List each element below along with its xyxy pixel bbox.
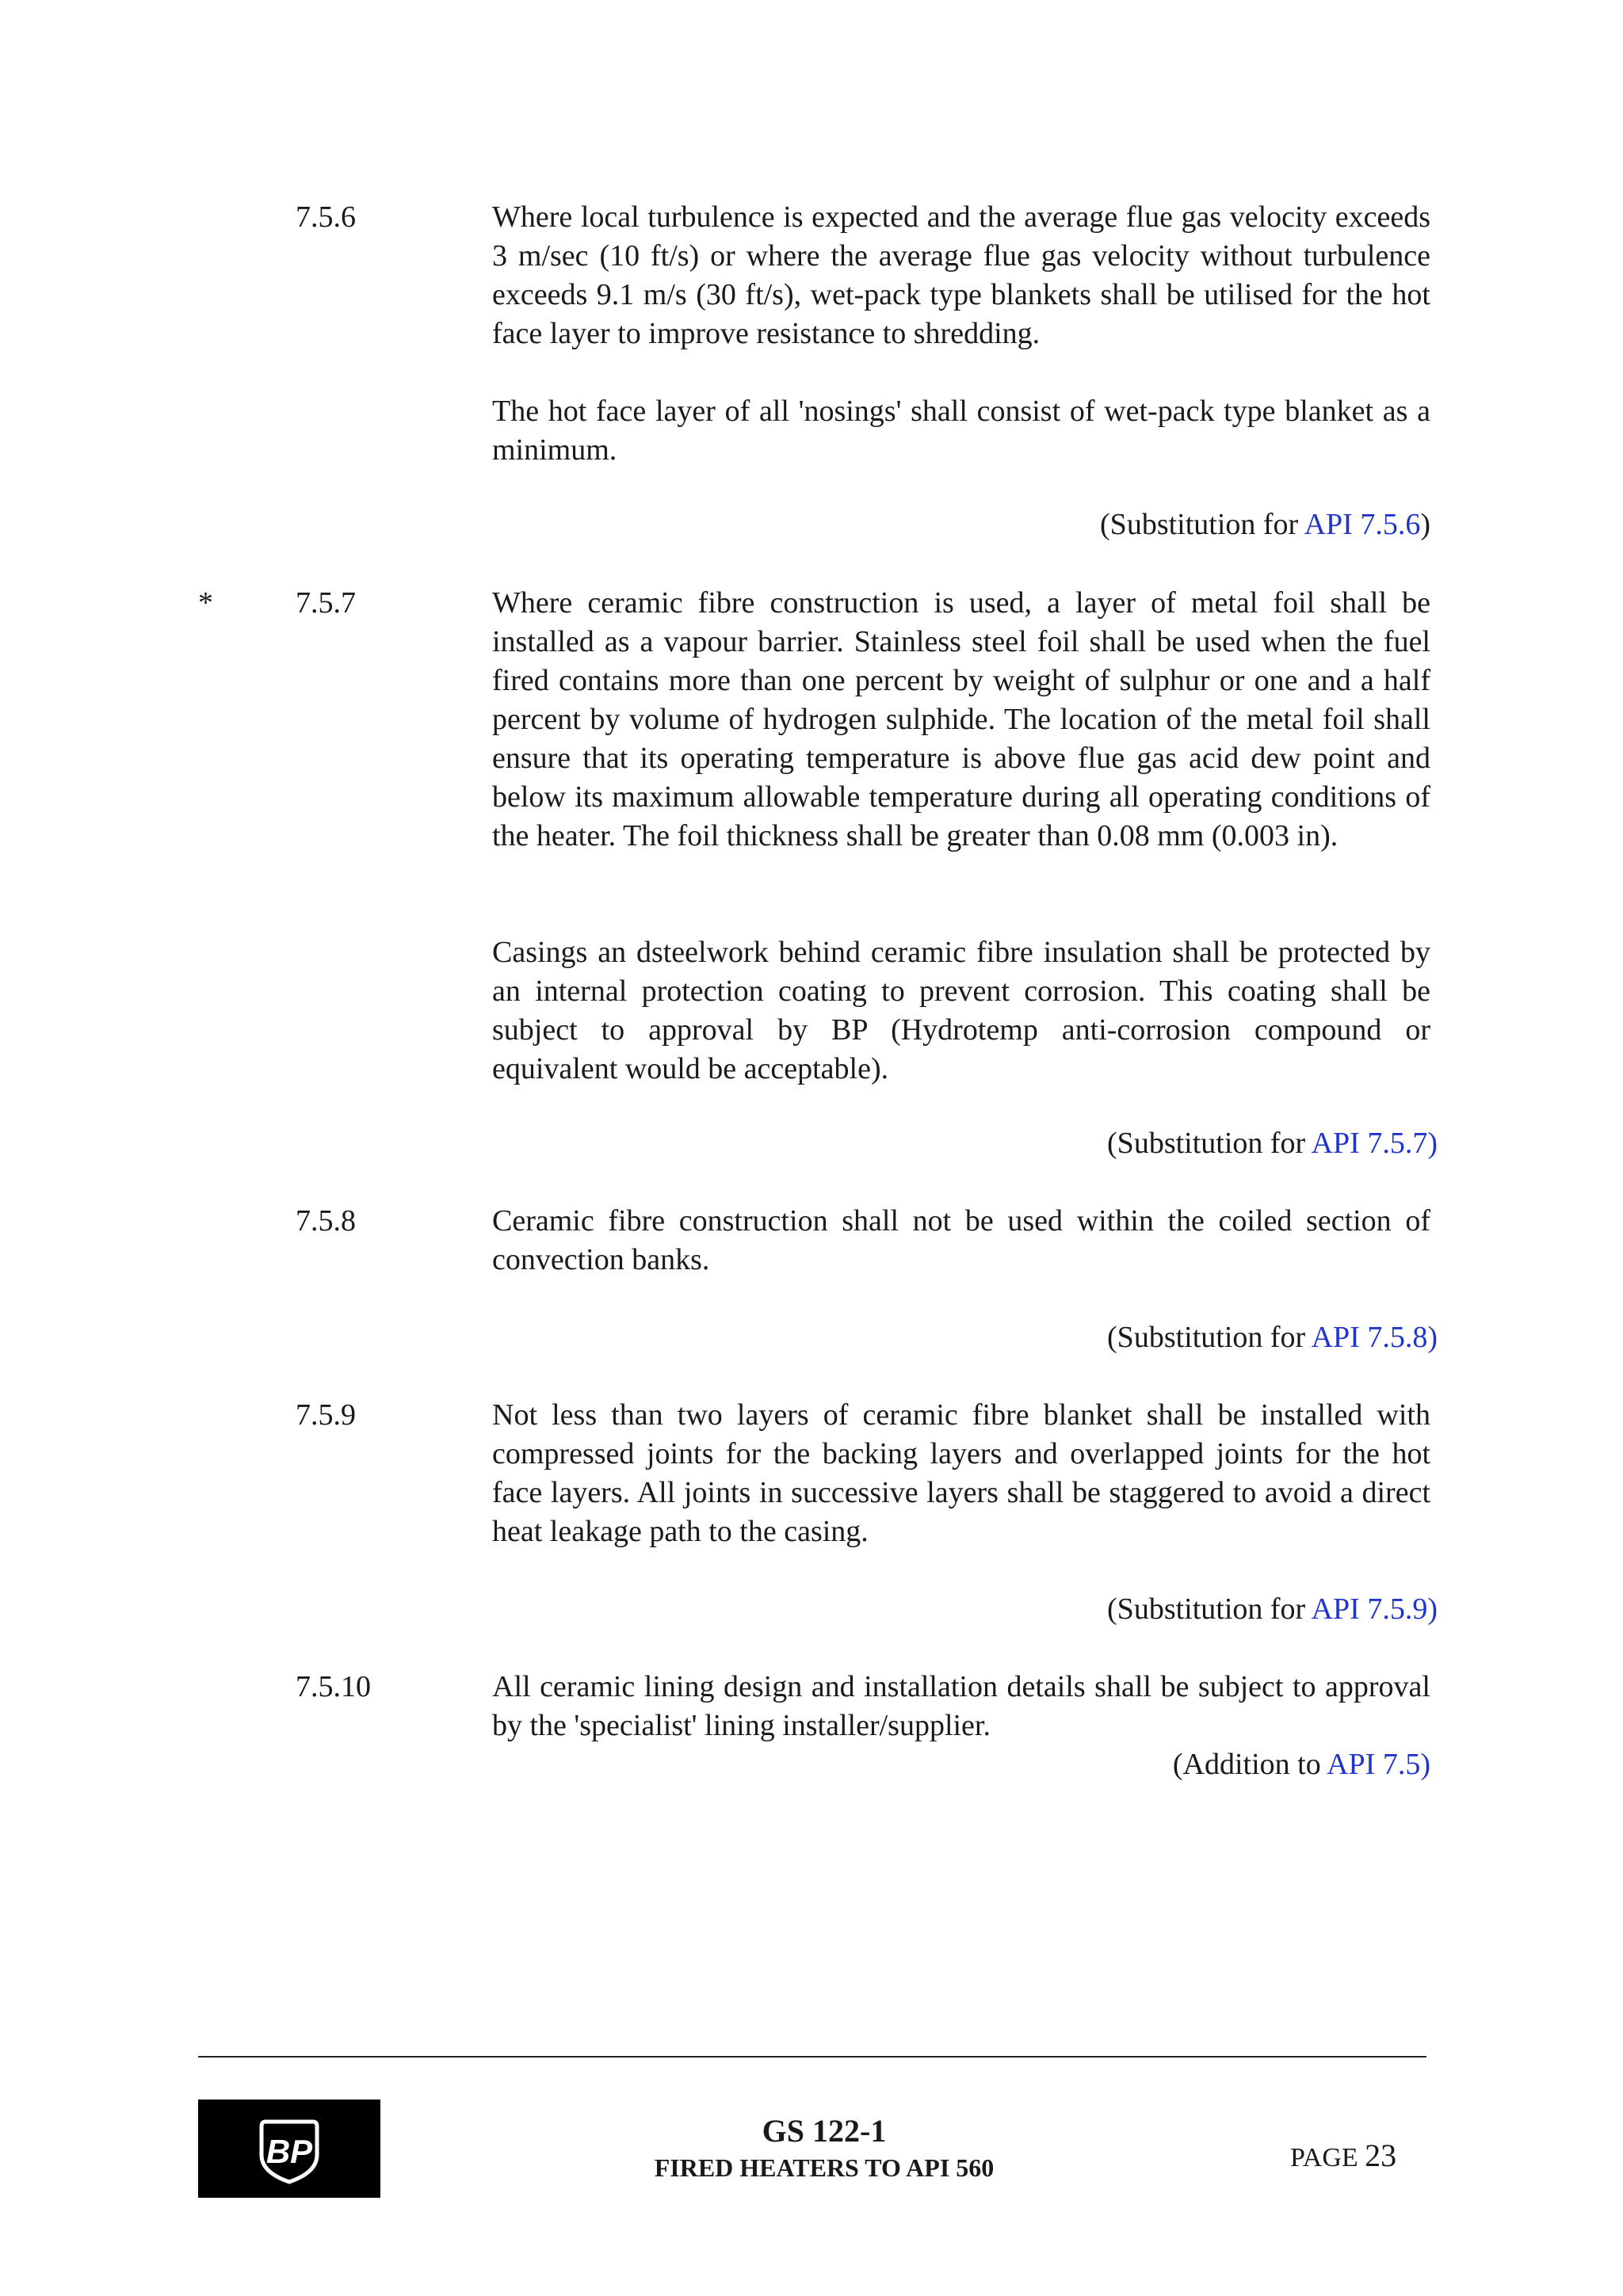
substitution-prefix: (Substitution for bbox=[1107, 1127, 1312, 1160]
substitution-note bbox=[1107, 1318, 1438, 1357]
clause-paragraph: Where ceramic fibre construction is used, a layer of metal foil shall be installed as a vapour barrier. Stainless steel foil shall be used when the fuel fired contains more than one percent by weight of sulphur or one and a half percent by volume of hydrogen sulphide. The location of the metal foil shall ensure that its operating temperature is above flue gas acid dew point and below its maximum allowable temperature during all operating conditions of the heater. The foil thickness shall be greater than 0.08 mm (0.003 in). bbox=[492, 586, 1430, 852]
api-reference-link[interactable]: API 7.5.9) bbox=[1311, 1592, 1438, 1626]
substitution-prefix: (Addition to bbox=[1172, 1748, 1327, 1781]
clause-number: 7.5.7 bbox=[296, 586, 356, 620]
api-reference-link[interactable]: API 7.5.7) bbox=[1311, 1127, 1438, 1160]
substitution-note bbox=[1107, 1124, 1438, 1163]
substitution-note bbox=[1100, 505, 1430, 544]
clause-number: 7.5.6 bbox=[296, 200, 356, 234]
api-reference-link[interactable]: API 7.5.6 bbox=[1304, 508, 1421, 541]
clause-paragraph: The hot face layer of all 'nosings' shall consist of wet-pack type blanket as a minimum. bbox=[492, 395, 1430, 467]
footer-divider bbox=[198, 2056, 1426, 2058]
substitution-note bbox=[1107, 1590, 1438, 1629]
document-number: GS 122-1 bbox=[762, 2113, 887, 2149]
clause-paragraph: Casings an dsteelwork behind ceramic fibre insulation shall be protected by an internal protection coating to prevent corrosion. This coating shall be subject to approval by BP (Hydrotemp anti-corrosion compound or equivalent would be acceptable). bbox=[492, 936, 1430, 1085]
clause-paragraph: Not less than two layers of ceramic fibre blanket shall be installed with compressed joints for the backing layers and overlapped joints for the hot face layers. All joints in successive layers shall be staggered to avoid a direct heat leakage path to the casing. bbox=[492, 1398, 1430, 1548]
clause-paragraph: All ceramic lining design and installation details shall be subject to approval by the 'specialist' lining installer/supplier. bbox=[492, 1670, 1430, 1742]
clause-paragraph: Ceramic fibre construction shall not be used within the coiled section of convection banks. bbox=[492, 1204, 1430, 1276]
bp-logo bbox=[198, 2100, 380, 2198]
substitution-suffix: ) bbox=[1420, 508, 1430, 541]
substitution-prefix: (Substitution for bbox=[1107, 1321, 1312, 1354]
clause-number: 7.5.10 bbox=[296, 1670, 371, 1703]
modified-clause-marker: * bbox=[198, 586, 213, 620]
clause-number: 7.5.8 bbox=[296, 1204, 356, 1238]
api-reference-link[interactable]: API 7.5.8) bbox=[1311, 1321, 1438, 1354]
substitution-prefix: (Substitution for bbox=[1100, 508, 1304, 541]
page-indicator bbox=[1290, 2139, 1396, 2175]
document-title: FIRED HEATERS TO API 560 bbox=[654, 2153, 995, 2182]
logo-text: BP bbox=[265, 2133, 313, 2170]
substitution-prefix: (Substitution for bbox=[1107, 1592, 1312, 1626]
api-reference-link[interactable]: API 7.5) bbox=[1327, 1748, 1430, 1781]
bp-shield-icon bbox=[198, 2100, 380, 2198]
clause-paragraph: Where local turbulence is expected and the average flue gas velocity exceeds 3 m/sec (10 ft/s) or where the average flue gas velocity without turbulence exceeds 9.1 m/s (30 ft/s), wet-pack type blankets shall be utilised for the hot face layer to improve resistance to shredding. bbox=[492, 200, 1430, 350]
page-label: PAGE bbox=[1290, 2143, 1358, 2172]
addition-note bbox=[1173, 1745, 1430, 1784]
clause-number: 7.5.9 bbox=[296, 1398, 356, 1432]
page-number: 23 bbox=[1365, 2138, 1397, 2173]
